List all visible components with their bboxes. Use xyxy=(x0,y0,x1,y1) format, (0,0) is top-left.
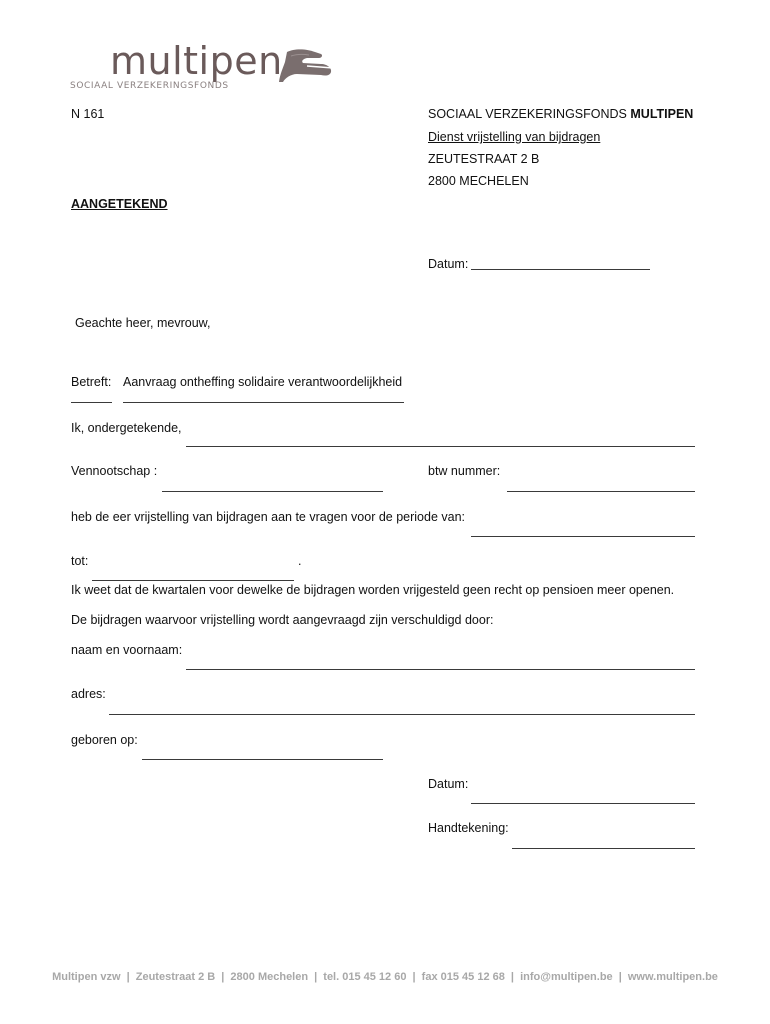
footer-fax: fax 015 45 12 68 xyxy=(421,971,505,983)
born-label: geboren op: xyxy=(71,733,138,747)
period-from-field[interactable] xyxy=(471,536,695,537)
date-label-top: Datum: xyxy=(428,257,469,271)
registered-mail-label: AANGETEKEND xyxy=(71,197,168,211)
subject-text: Aanvraag ontheffing solidaire verantwoordelijkheid xyxy=(123,375,403,389)
period-until-field[interactable] xyxy=(92,580,294,581)
footer-separator: | xyxy=(412,971,416,983)
footer-email[interactable]: info@multipen.be xyxy=(520,971,613,983)
recipient-department: Dienst vrijstelling van bijdragen xyxy=(428,130,601,144)
signature-label: Handtekening: xyxy=(428,821,509,835)
recipient-org-prefix: SOCIAAL VERZEKERINGSFONDS xyxy=(428,107,627,121)
salutation: Geachte heer, mevrouw, xyxy=(75,316,211,330)
recipient-city: 2800 MECHELEN xyxy=(428,174,529,188)
company-label: Vennootschap : xyxy=(71,464,158,478)
date-field-bottom[interactable] xyxy=(471,803,695,804)
footer-city: 2800 Mechelen xyxy=(230,971,309,983)
until-dot: . xyxy=(298,554,302,568)
subject-text-underline xyxy=(123,402,404,403)
logo-subtitle: SOCIAAL VERZEKERINGSFONDS xyxy=(70,81,229,91)
footer-org: Multipen vzw xyxy=(52,971,121,983)
vat-number-label: btw nummer: xyxy=(428,464,501,478)
signature-field[interactable] xyxy=(512,848,695,849)
acknowledgement-text: Ik weet dat de kwartalen voor dewelke de bijdragen worden vrijgesteld geen recht op pensioen meer openen. xyxy=(71,583,675,597)
address-field[interactable] xyxy=(109,714,695,715)
name-field[interactable] xyxy=(186,669,695,670)
undersigned-name-field[interactable] xyxy=(186,446,695,447)
subject-label-underline xyxy=(71,402,112,403)
date-label-bottom: Datum: xyxy=(428,777,469,791)
recipient-street: ZEUTESTRAAT 2 B xyxy=(428,152,540,166)
reference-number: N 161 xyxy=(71,107,105,121)
footer-separator: | xyxy=(126,971,130,983)
address-label: adres: xyxy=(71,687,106,701)
subject-label: Betreft: xyxy=(71,375,112,389)
footer-contact xyxy=(0,971,770,983)
recipient-org xyxy=(428,107,693,121)
footer-street: Zeutestraat 2 B xyxy=(135,971,216,983)
name-label: naam en voornaam: xyxy=(71,643,183,657)
hand-pen-icon xyxy=(277,46,335,86)
request-text: heb de eer vrijstelling van bijdragen aan te vragen voor de periode van: xyxy=(71,510,466,524)
footer-separator: | xyxy=(618,971,622,983)
footer-separator: | xyxy=(314,971,318,983)
recipient-org-name: MULTIPEN xyxy=(630,107,694,121)
footer-tel: tel. 015 45 12 60 xyxy=(323,971,407,983)
footer-separator: | xyxy=(510,971,514,983)
footer-web[interactable]: www.multipen.be xyxy=(627,971,718,983)
until-label: tot: xyxy=(71,554,89,568)
undersigned-label: Ik, ondergetekende, xyxy=(71,421,182,435)
vat-number-field[interactable] xyxy=(507,491,695,492)
born-field[interactable] xyxy=(142,759,383,760)
date-field-top[interactable] xyxy=(471,269,650,270)
owed-by-text: De bijdragen waarvoor vrijstelling wordt aangevraagd zijn verschuldigd door: xyxy=(71,613,494,627)
company-field[interactable] xyxy=(162,491,383,492)
logo-wordmark: multipen xyxy=(110,39,283,83)
footer-separator: | xyxy=(221,971,225,983)
